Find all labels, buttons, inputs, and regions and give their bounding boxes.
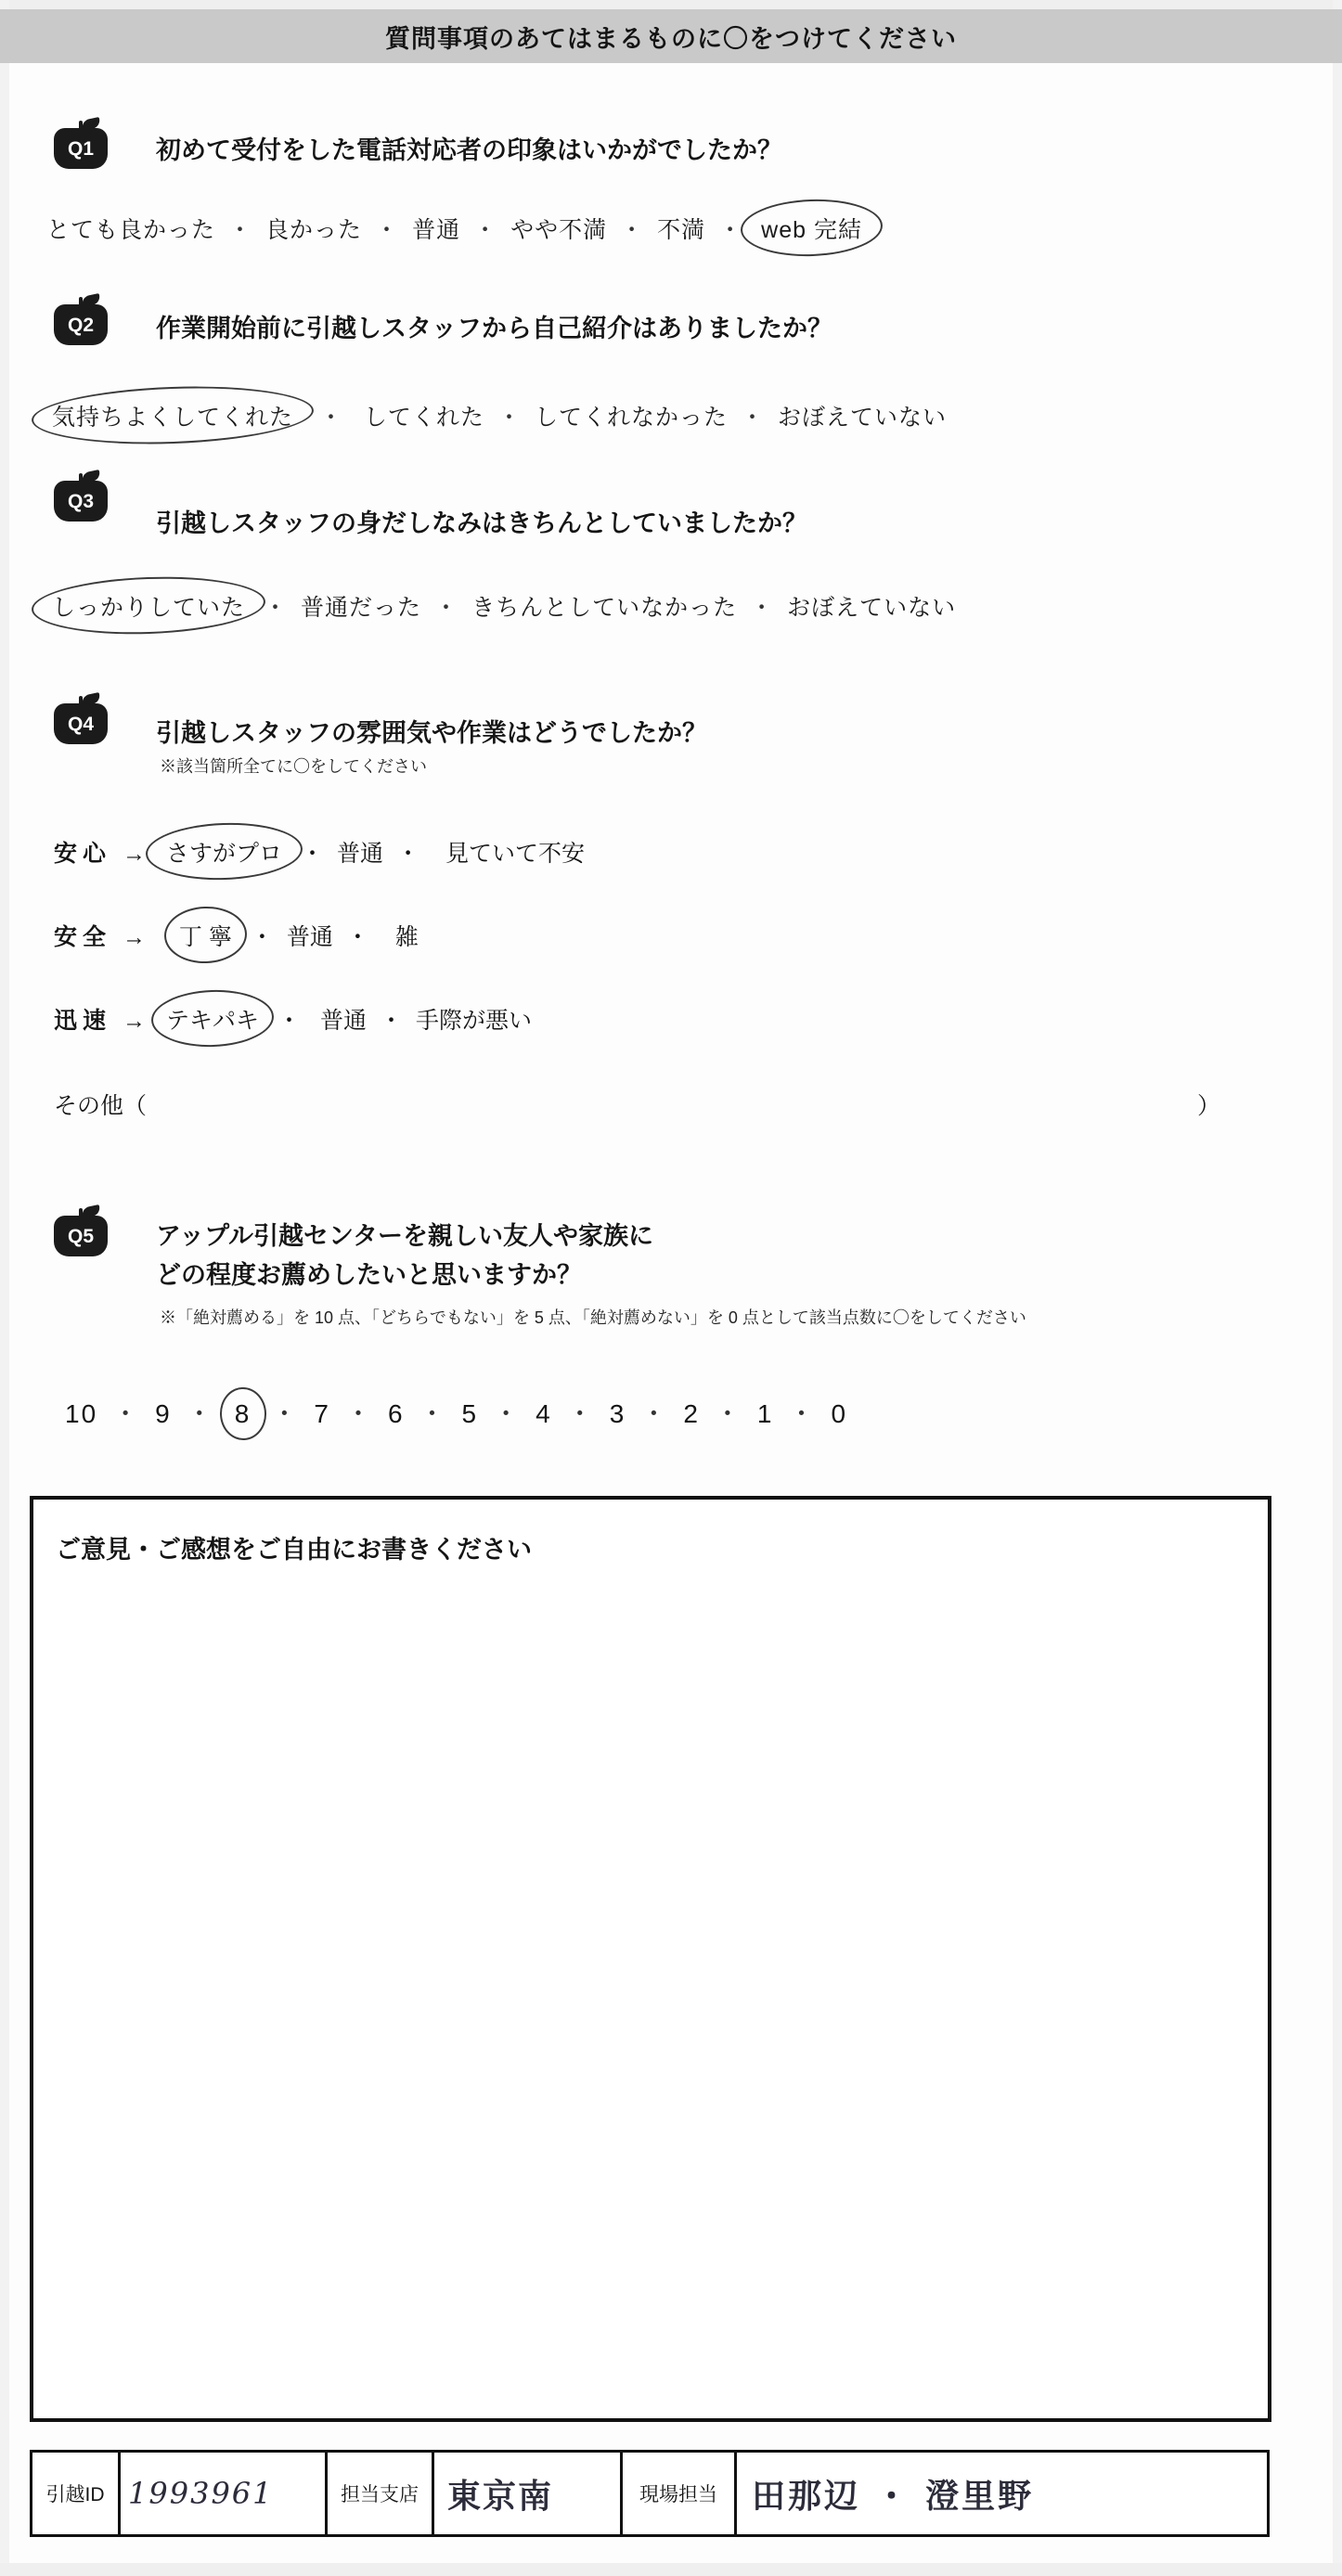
footer-branch-value: 東京南 — [447, 2476, 554, 2516]
footer-staff-label-cell — [620, 2453, 734, 2534]
badge-label-q1: Q1 — [67, 138, 94, 160]
q4-option-2-1[interactable]: 普通 — [320, 1008, 368, 1034]
q4-option-1-2[interactable]: 雑 — [394, 924, 419, 950]
q4-row-anzen: 安全 → 丁 寧 ・ 普通 ・ 雑 — [54, 919, 419, 952]
footer-id-label-cell — [32, 2453, 118, 2534]
options-row-q1: とても良かった ・ 良かった ・ 普通 ・ やや不満 ・ 不満 ・ web 完結 — [46, 212, 868, 245]
score-9[interactable]: 9 — [155, 1399, 172, 1428]
question-title-q2: 作業開始前に引越しスタッフから自己紹介はありましたか？ — [156, 315, 832, 342]
apple-badge-icon-q5 — [54, 1206, 108, 1256]
badge-label-q4: Q4 — [67, 714, 94, 735]
header-banner — [0, 9, 1342, 63]
footer-table — [30, 2450, 1270, 2537]
q4-row-label-2: 迅速 — [54, 1008, 112, 1034]
question-title-q1: 初めて受付をした電話対応者の印象はいかがでしたか？ — [156, 136, 782, 164]
question-title-q4: 引越しスタッフの雰囲気や作業はどうでしたか？ — [156, 719, 707, 747]
header-banner-text: 質問事項のあてはまるものに〇をつけてください — [385, 24, 957, 53]
q4-option-0-2[interactable]: 見ていて不安 — [445, 841, 585, 867]
apple-badge-icon-q1 — [54, 119, 108, 169]
q4-row-arrow-2: → — [123, 1008, 147, 1034]
q4-row-jinsoku: 迅速 → テキパキ ・ 普通 ・ 手際が悪い — [54, 1002, 532, 1036]
scan-edge-bottom — [0, 2563, 1342, 2576]
option-q1-3[interactable]: やや不満 — [510, 217, 608, 243]
score-2[interactable]: 2 — [683, 1399, 700, 1428]
option-q2-1[interactable]: してくれた — [363, 405, 484, 431]
apple-badge-icon-q3 — [54, 471, 108, 522]
q4-option-1-0-selected[interactable]: 丁 寧 — [174, 919, 238, 952]
q4-row-arrow-0: → — [123, 841, 147, 867]
score-7[interactable]: 7 — [314, 1399, 330, 1428]
score-8-selected[interactable]: 8 — [229, 1399, 257, 1429]
score-4[interactable]: 4 — [536, 1399, 552, 1428]
question-subtitle-q5: ※「絶対薦める」を 10 点、「どちらでもない」を 5 点、「絶対薦めない」を 0 点として該当点数に〇をしてください — [160, 1308, 1026, 1327]
q4-row-label-0: 安心 — [54, 841, 112, 867]
footer-id-label: 引越ID — [45, 2484, 105, 2505]
options-row-q2: 気持ちよくしてくれた ・ してくれた ・ してくれなかった ・ おぼえていない — [46, 399, 947, 432]
q4-other-label: その他（ — [54, 1093, 148, 1119]
score-5[interactable]: 5 — [461, 1399, 479, 1428]
option-q1-1[interactable]: 良かった — [265, 217, 363, 243]
question-title-q3: 引越しスタッフの身だしなみはきちんとしていましたか？ — [156, 509, 807, 537]
apple-badge-icon-q2 — [54, 295, 108, 345]
footer-id-value: 1993961 — [128, 2476, 274, 2511]
option-q2-3[interactable]: おぼえていない — [777, 405, 947, 431]
scan-edge-left — [0, 0, 9, 2576]
q4-other-close[interactable]: ） — [1197, 1093, 1221, 1119]
option-q1-2[interactable]: 普通 — [412, 217, 461, 243]
question-title-q5-line1: アップル引越センターを親しい友人や家族に — [156, 1222, 653, 1250]
option-q1-5-selected[interactable]: web 完結 — [755, 212, 868, 245]
q4-row-anshin: 安心 → さすがプロ ・ 普通 ・ 見ていて不安 — [54, 835, 585, 869]
q4-option-1-1[interactable]: 普通 — [286, 924, 333, 950]
option-q1-4[interactable]: 不満 — [657, 217, 706, 243]
option-q3-2[interactable]: きちんとしていなかった — [471, 595, 738, 621]
footer-staff-value-cell[interactable] — [734, 2453, 1267, 2534]
options-row-q3: しっかりしていた ・ 普通だった ・ きちんとしていなかった ・ おぼえていない — [46, 589, 956, 623]
footer-branch-label-cell — [325, 2453, 432, 2534]
q4-option-0-1[interactable]: 普通 — [337, 841, 384, 867]
option-q2-2[interactable]: してくれなかった — [534, 405, 728, 431]
option-q3-0-selected[interactable]: しっかりしていた — [46, 589, 251, 623]
q4-row-arrow-1: → — [123, 924, 147, 950]
comment-box-label: ご意見・ご感想をご自由にお書きください — [56, 1536, 532, 1564]
option-q2-0-selected[interactable]: 気持ちよくしてくれた — [46, 399, 299, 432]
scan-edge-top — [0, 0, 1342, 9]
comment-box[interactable] — [30, 1496, 1271, 2422]
footer-branch-label: 担当支店 — [341, 2484, 419, 2505]
footer-staff-label: 現場担当 — [639, 2484, 717, 2505]
q4-option-2-2[interactable]: 手際が悪い — [416, 1008, 533, 1034]
footer-staff-value: 田那辺 ・ 澄里野 — [752, 2476, 1035, 2516]
badge-label-q3: Q3 — [67, 491, 94, 512]
q5-score-scale: 10 ・ 9 ・ 8 ・ 7 ・ 6 ・ 5 ・ 4 ・ 3 ・ 2 ・ 1 ・ 0 — [65, 1399, 848, 1428]
question-subtitle-q4: ※該当箇所全てに〇をしてください — [160, 757, 427, 776]
footer-id-value-cell[interactable] — [118, 2453, 325, 2534]
footer-branch-value-cell[interactable] — [432, 2453, 620, 2534]
score-0[interactable]: 0 — [831, 1399, 848, 1428]
badge-label-q5: Q5 — [67, 1226, 94, 1247]
score-3[interactable]: 3 — [609, 1399, 626, 1428]
option-q3-3[interactable]: おぼえていない — [787, 595, 957, 621]
q4-option-0-0-selected[interactable]: さすがプロ — [161, 835, 288, 869]
q4-row-label-1: 安全 — [54, 924, 112, 950]
badge-label-q2: Q2 — [67, 315, 94, 336]
score-1[interactable]: 1 — [756, 1399, 774, 1428]
question-title-q5-line2: どの程度お薦めしたいと思いますか？ — [156, 1261, 582, 1289]
scan-edge-right — [1333, 0, 1342, 2576]
apple-badge-icon-q4 — [54, 694, 108, 744]
score-6[interactable]: 6 — [387, 1399, 405, 1428]
option-q3-1[interactable]: 普通だった — [301, 595, 422, 621]
option-q1-0[interactable]: とても良かった — [46, 217, 216, 243]
score-10[interactable]: 10 — [65, 1399, 98, 1428]
q4-option-2-0-selected[interactable]: テキパキ — [161, 1002, 265, 1036]
